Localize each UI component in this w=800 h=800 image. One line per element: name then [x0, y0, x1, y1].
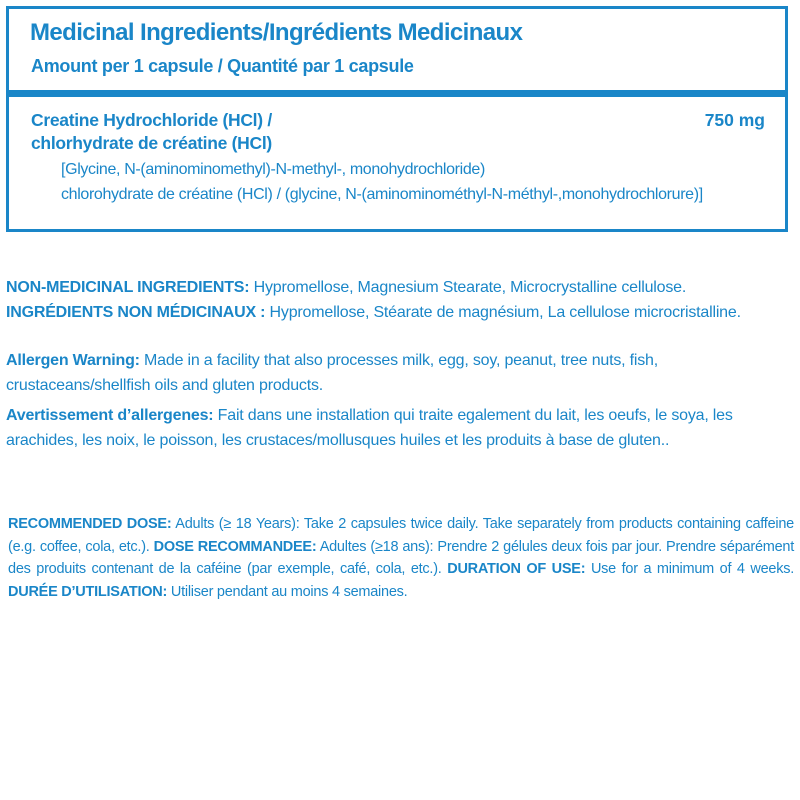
ingredient-detail-fr: chlorohydrate de créatine (HCl) / (glycine, N-(aminominométhyl-N-méthyl-,monohydrochlorure)] [61, 186, 703, 203]
ingredient-amount: 750 mg [704, 110, 765, 130]
non-medicinal-label-en: NON-MEDICINAL INGREDIENTS: [6, 279, 250, 296]
non-medicinal-text-en: Hypromellose, Magnesium Stearate, Microcrystalline cellulose. [249, 279, 687, 296]
ingredient-name-fr: chlorhydrate de créatine (HCl) [31, 133, 272, 153]
dose-text-fr: Adultes (≥18 ans): Prendre 2 gélules deux fois par jour. Prendre séparément des produits contenant de la caféine (par exemple, café, cola, etc.). [8, 538, 794, 577]
panel-title: Medicinal Ingredients/Ingrédients Medicinaux [30, 19, 523, 46]
ingredient-detail-en: [Glycine, N-(aminominomethyl)-N-methyl-, monohydrochloride) [61, 161, 485, 178]
medicinal-ingredients-panel [6, 6, 788, 232]
dose-text-en: Adults (≥ 18 Years): Take 2 capsules twice daily. Take separately from products containing caffeine (e.g. coffee, cola, etc.). [8, 516, 794, 555]
non-medicinal-ingredients [6, 275, 794, 325]
panel-subtitle: Amount per 1 capsule / Quantité par 1 capsule [31, 56, 414, 76]
allergen-text-fr: Fait dans une installation qui traite egalement du lait, les oeufs, le soya, les arachides, les noix, le poisson, les crustaces/mollusques huiles et les produits à base de gluten.. [6, 407, 733, 449]
allergen-label-fr: Avertissement d’allergenes: [6, 407, 214, 424]
ingredient-name-en: Creatine Hydrochloride (HCl) / [31, 110, 272, 130]
ingredient-detail [61, 157, 703, 207]
duration-text-en: Use for a minimum of 4 weeks. [585, 561, 794, 577]
duration-label-fr: DURÉE D’UTILISATION: [8, 583, 168, 600]
duration-text-fr: Utiliser pendant au moins 4 semaines. [167, 583, 408, 600]
non-medicinal-text-fr: Hypromellose, Stéarate de magnésium, La cellulose microcristalline. [265, 304, 741, 321]
allergen-warning-fr [6, 403, 794, 453]
recommended-dose [8, 513, 794, 603]
allergen-text-en: Made in a facility that also processes milk, egg, soy, peanut, tree nuts, fish, crustaceans/shellfish oils and gluten products. [6, 352, 658, 394]
dose-label-fr: DOSE RECOMMANDEE: [153, 538, 317, 555]
dose-label-en: RECOMMENDED DOSE: [8, 516, 172, 532]
non-medicinal-label-fr: INGRÉDIENTS NON MÉDICINAUX : [6, 304, 266, 321]
duration-label-en: DURATION OF USE: [447, 561, 586, 577]
ingredient-name [31, 109, 272, 155]
panel-divider [9, 90, 785, 97]
allergen-warning-en [6, 348, 794, 398]
allergen-label-en: Allergen Warning: [6, 352, 140, 369]
